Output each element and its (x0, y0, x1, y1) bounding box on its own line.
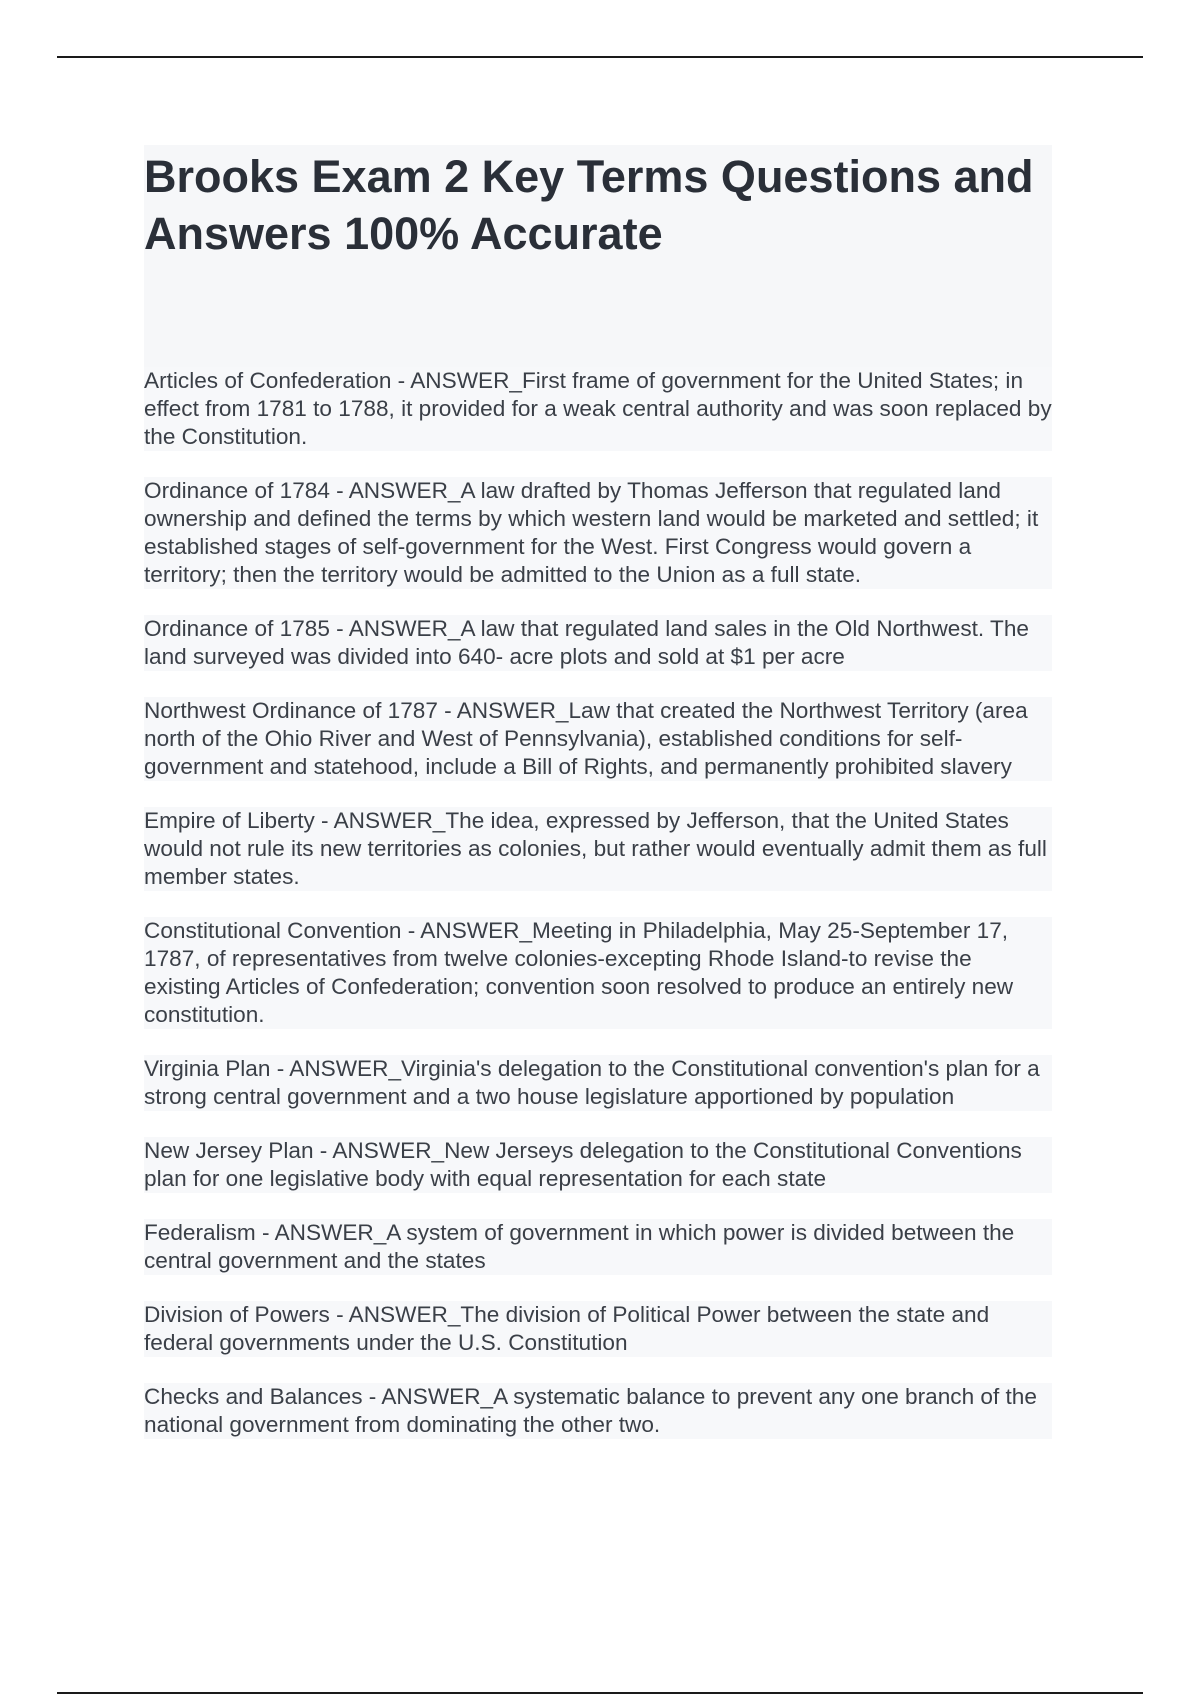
top-rule (57, 56, 1143, 58)
list-item: Federalism - ANSWER_A system of government in which power is divided between the central government and the states (144, 1219, 1052, 1275)
list-item: Articles of Confederation - ANSWER_First frame of government for the United States; in effect from 1781 to 1788, it provided for a weak central authority and was soon replaced by the Constitution. (144, 368, 1052, 449)
bottom-rule (57, 1692, 1143, 1694)
list-item: Division of Powers - ANSWER_The division of Political Power between the state and federal governments under the U.S. Constitution (144, 1301, 1052, 1357)
list-item: Northwest Ordinance of 1787 - ANSWER_Law that created the Northwest Territory (area north of the Ohio River and West of Pennsylvania), established conditions for self-government and statehood, include a Bill of Rights, and permanently prohibited slavery (144, 697, 1052, 781)
list-item: Empire of Liberty - ANSWER_The idea, expressed by Jefferson, that the United States would not rule its new territories as colonies, but rather would eventually admit them as full member states. (144, 807, 1052, 891)
title-block (144, 145, 1052, 367)
list-item: New Jersey Plan - ANSWER_New Jerseys delegation to the Constitutional Conventions plan for one legislative body with equal representation for each state (144, 1137, 1052, 1193)
list-item: Constitutional Convention - ANSWER_Meeting in Philadelphia, May 25-September 17, 1787, of representatives from twelve colonies-excepting Rhode Island-to revise the existing Articles of Confederation; convention soon resolved to produce an entirely new constitution. (144, 917, 1052, 1029)
page-content (144, 145, 1052, 1439)
list-item: Checks and Balances - ANSWER_A systematic balance to prevent any one branch of the national government from dominating the other two. (144, 1383, 1052, 1439)
entry-list (144, 367, 1052, 1439)
list-item: Ordinance of 1785 - ANSWER_A law that regulated land sales in the Old Northwest. The land surveyed was divided into 640- acre plots and sold at $1 per acre (144, 615, 1052, 671)
page-title: Brooks Exam 2 Key Terms Questions and Answers 100% Accurate (144, 151, 1034, 259)
list-item: Ordinance of 1784 - ANSWER_A law drafted by Thomas Jefferson that regulated land ownership and defined the terms by which western land would be marketed and settled; it established stages of self-government for the West. First Congress would govern a territory; then the territory would be admitted to the Union as a full state. (144, 477, 1052, 589)
list-item: Virginia Plan - ANSWER_Virginia's delegation to the Constitutional convention's plan for a strong central government and a two house legislature apportioned by population (144, 1055, 1052, 1111)
